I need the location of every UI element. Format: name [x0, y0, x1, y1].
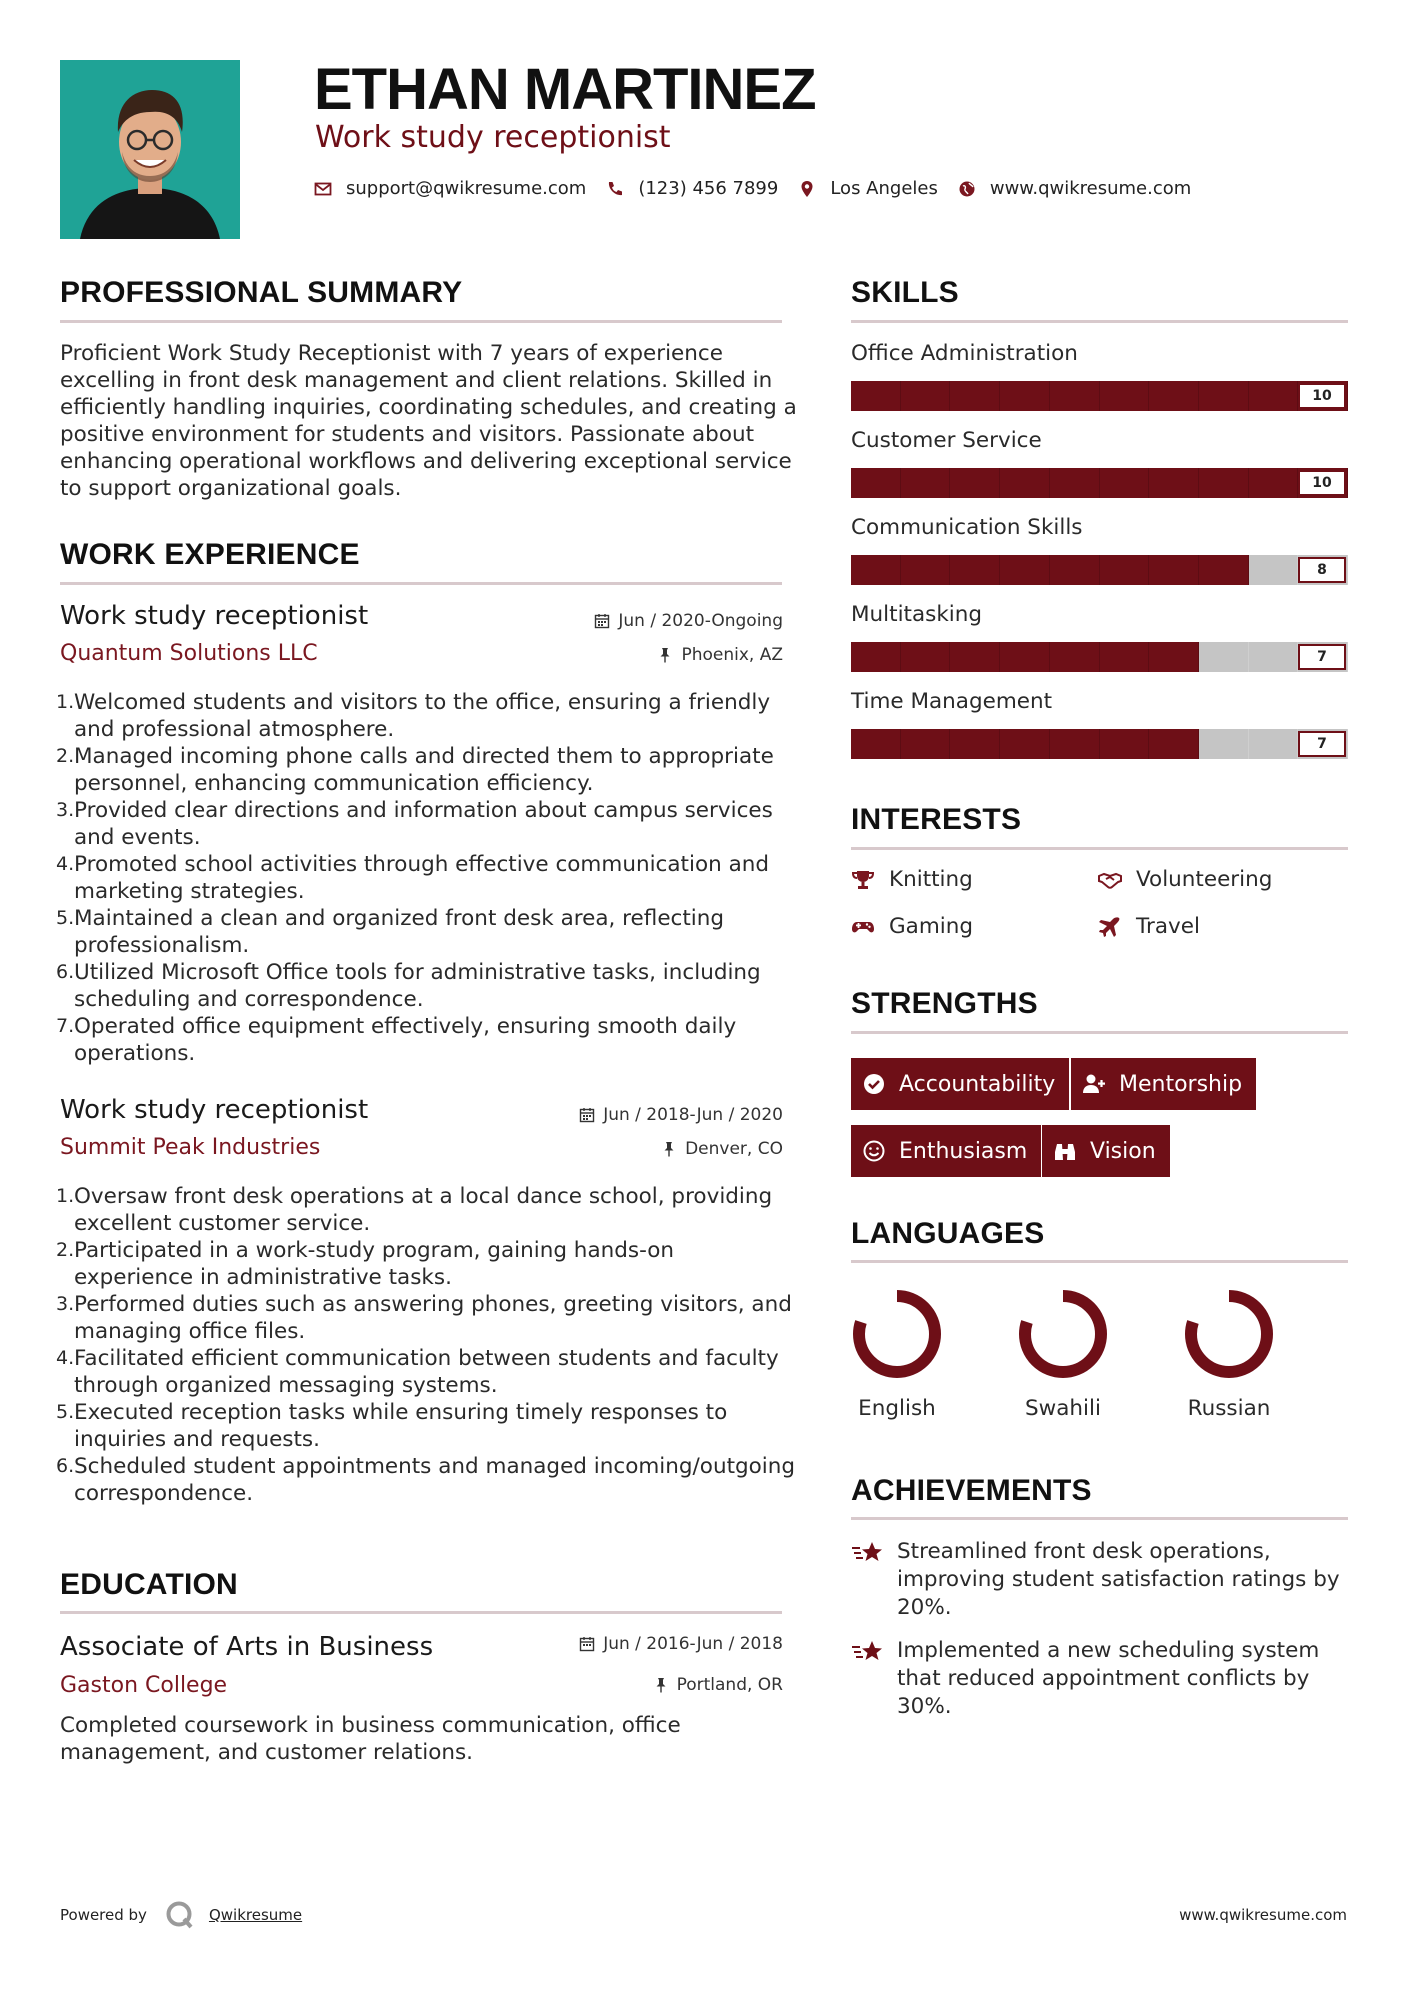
calendar-icon [579, 1636, 595, 1652]
achievements-divider [851, 1517, 1348, 1520]
list-item: 5. Maintained a clean and organized front desk area, reflecting professionalism. [56, 906, 725, 958]
skill-name: Communication Skills [851, 515, 1083, 540]
skill-bar-segment [1050, 642, 1100, 672]
skill-bar [851, 642, 1348, 672]
skill-name: Time Management [851, 689, 1053, 714]
skill-bar-segment [1100, 729, 1150, 759]
interest-label: Gaming [889, 914, 974, 939]
trophy-icon [851, 868, 875, 892]
qwikresume-link[interactable]: Qwikresume [208, 1906, 303, 1924]
handshake-icon [1098, 868, 1122, 892]
list-item: 4. Facilitated efficient communication between students and faculty through organized messaging systems. [56, 1346, 779, 1398]
language-level-arc [1191, 1296, 1267, 1372]
job-location [661, 1139, 783, 1159]
list-item: 1. Welcomed students and visitors to the office, ensuring a friendly and professional atmosphere. [56, 690, 771, 742]
job-title: Work study receptionist [60, 601, 369, 631]
list-item: 7. Operated office equipment effectively, ensuring smooth daily operations. [56, 1014, 737, 1066]
skill-bar-segment [1249, 729, 1299, 759]
strengths-heading: STRENGTHS [851, 987, 1038, 1020]
skill-bar-segment [950, 468, 1000, 498]
skill-score: 8 [1298, 557, 1346, 583]
skill-score: 10 [1298, 383, 1346, 409]
job-company: Quantum Solutions LLC [60, 641, 318, 666]
job-location-text: Phoenix, AZ [681, 645, 783, 665]
skill-score: 10 [1298, 470, 1346, 496]
skill-bar-segment [1100, 468, 1150, 498]
achievements-heading: ACHIEVEMENTS [851, 1474, 1092, 1507]
languages-divider [851, 1260, 1348, 1263]
contact-location: Los Angeles [830, 178, 938, 199]
language-ring [1017, 1288, 1109, 1380]
list-item: 2. Managed incoming phone calls and directed them to appropriate personnel, enhancing communication efficiency. [56, 744, 774, 796]
pushpin-icon [653, 1677, 669, 1693]
skill-bar-segment [1050, 468, 1100, 498]
star-award-icon [851, 1635, 885, 1669]
skill-bar [851, 381, 1348, 411]
list-item: 6. Scheduled student appointments and managed incoming/outgoing correspondence. [56, 1454, 796, 1506]
contact-website[interactable]: www.qwikresume.com [989, 178, 1192, 199]
skill-bar-segment [851, 555, 901, 585]
strength-label: Accountability [899, 1071, 1056, 1097]
skill-bar-segment [901, 381, 951, 411]
summary-text: Proficient Work Study Receptionist with 7 years of experience excelling in front desk management and client relations. Skilled in efficiently handling inquiries, coordinating schedules, and creating a positive environment for students and visitors. Passionate about enhancing operational workflows and delivering exceptional service to support organizational goals. [60, 341, 797, 501]
job-bullet-list [56, 1183, 796, 1507]
language-level-arc [859, 1296, 935, 1372]
skill-bar-segment [1249, 555, 1299, 585]
job-dates-text: Jun / 2018-Jun / 2020 [603, 1105, 783, 1125]
skill-score: 7 [1298, 731, 1346, 757]
interests-divider [851, 847, 1348, 850]
calendar-icon [579, 1107, 595, 1123]
job-bullet-list [56, 689, 796, 1067]
job-company: Summit Peak Industries [60, 1135, 321, 1160]
education-location [653, 1675, 783, 1695]
skill-score: 7 [1298, 644, 1346, 670]
strengths-divider [851, 1031, 1348, 1034]
achievement-text: Streamlined front desk operations, improving student satisfaction ratings by 20%. [897, 1539, 1340, 1620]
job-location-text: Denver, CO [685, 1139, 783, 1159]
experience-divider [60, 582, 782, 585]
plane-icon [1098, 915, 1122, 939]
skill-bar-segment [1199, 555, 1249, 585]
skill-bar-segment [1149, 729, 1199, 759]
skill-bar-segment [1199, 468, 1249, 498]
skill-bar-segment [1149, 468, 1199, 498]
strength-chip [851, 1125, 1041, 1177]
education-heading: EDUCATION [60, 1568, 238, 1601]
skill-bar [851, 729, 1348, 759]
school-name: Gaston College [60, 1673, 228, 1698]
skill-bar-segment [950, 642, 1000, 672]
language-item [1003, 1288, 1123, 1421]
skill-bar-segment [851, 381, 901, 411]
skill-bar-segment [1249, 468, 1299, 498]
skill-bar-segment [950, 381, 1000, 411]
language-item [837, 1288, 957, 1421]
list-item: 4. Promoted school activities through effective communication and marketing strategies. [56, 852, 770, 904]
list-item: 2. Participated in a work-study program, gaining hands-on experience in administrative tasks. [56, 1238, 675, 1290]
language-ring [851, 1288, 943, 1380]
footer-url[interactable]: www.qwikresume.com [1179, 1906, 1347, 1924]
pushpin-icon [657, 647, 673, 663]
interest-label: Volunteering [1136, 867, 1273, 892]
language-name: English [858, 1396, 936, 1421]
contact-phone[interactable]: (123) 456 7899 [638, 178, 779, 199]
education-description: Completed coursework in business communication, office management, and customer relations. [60, 1713, 681, 1765]
candidate-role: Work study receptionist [315, 120, 671, 155]
pushpin-icon [661, 1141, 677, 1157]
phone-icon [606, 180, 624, 198]
language-ring [1183, 1288, 1275, 1380]
strength-label: Vision [1090, 1138, 1156, 1164]
skill-bar-segment [1199, 729, 1249, 759]
skill-name: Multitasking [851, 602, 983, 627]
skill-name: Customer Service [851, 428, 1042, 453]
skill-bar-segment [1050, 555, 1100, 585]
skills-heading: SKILLS [851, 276, 959, 309]
skill-bar-segment [1249, 642, 1299, 672]
user-plus-icon [1083, 1073, 1105, 1095]
skill-name: Office Administration [851, 341, 1078, 366]
skill-bar [851, 468, 1348, 498]
gamepad-icon [851, 915, 875, 939]
skill-bar-segment [1149, 642, 1199, 672]
contact-email[interactable]: support@qwikresume.com [346, 178, 587, 199]
summary-heading: PROFESSIONAL SUMMARY [60, 276, 463, 309]
skill-bar-segment [901, 642, 951, 672]
list-item: 6. Utilized Microsoft Office tools for administrative tasks, including scheduling and correspondence. [56, 960, 761, 1012]
experience-heading: WORK EXPERIENCE [60, 538, 360, 571]
interest-item [1098, 914, 1200, 939]
achievement-item [851, 1538, 1351, 1622]
language-name: Swahili [1025, 1396, 1101, 1421]
job-title: Work study receptionist [60, 1095, 369, 1125]
skill-bar-segment [1000, 468, 1050, 498]
skill-bar-segment [1000, 381, 1050, 411]
skill-bar-segment [1149, 555, 1199, 585]
achievement-item [851, 1637, 1351, 1721]
skill-bar-segment [1050, 729, 1100, 759]
language-item [1169, 1288, 1289, 1421]
degree-title: Associate of Arts in Business [60, 1632, 434, 1662]
education-dates-text: Jun / 2016-Jun / 2018 [603, 1634, 783, 1654]
job-dates-text: Jun / 2020-Ongoing [618, 611, 783, 631]
calendar-icon [594, 613, 610, 629]
check-circle-icon [863, 1073, 885, 1095]
skill-bar-segment [851, 642, 901, 672]
skill-bar-segment [1100, 642, 1150, 672]
binoculars-icon [1054, 1140, 1076, 1162]
skill-bar-segment [950, 729, 1000, 759]
strength-label: Mentorship [1119, 1071, 1243, 1097]
map-pin-icon [798, 180, 816, 198]
interest-label: Knitting [889, 867, 973, 892]
globe-icon [958, 180, 976, 198]
skill-bar-segment [1199, 381, 1249, 411]
contact-bar [314, 178, 1211, 199]
skill-bar-segment [950, 555, 1000, 585]
skill-bar-segment [1000, 729, 1050, 759]
interests-heading: INTERESTS [851, 803, 1022, 836]
strength-chip [1042, 1125, 1170, 1177]
skill-bar-segment [851, 729, 901, 759]
skill-bar-segment [1249, 381, 1299, 411]
language-level-arc [1025, 1296, 1101, 1372]
skill-bar-segment [851, 468, 901, 498]
skill-bar-segment [1000, 555, 1050, 585]
list-item: 3. Provided clear directions and information about campus services and events. [56, 798, 773, 850]
strength-label: Enthusiasm [899, 1138, 1028, 1164]
skill-bar-segment [901, 729, 951, 759]
education-location-text: Portland, OR [676, 1675, 783, 1695]
smile-icon [863, 1140, 885, 1162]
job-dates [579, 1105, 783, 1125]
list-item: 5. Executed reception tasks while ensuring timely responses to inquiries and requests. [56, 1400, 728, 1452]
skill-bar-segment [1149, 381, 1199, 411]
interest-item [851, 867, 973, 892]
envelope-icon [314, 180, 332, 198]
interest-item [851, 914, 973, 939]
skill-bar-segment [1199, 642, 1249, 672]
language-name: Russian [1187, 1396, 1271, 1421]
profile-photo [60, 60, 240, 239]
achievement-text: Implemented a new scheduling system that reduced appointment conflicts by 30%. [897, 1638, 1320, 1719]
list-item: 1. Oversaw front desk operations at a local dance school, providing excellent customer service. [56, 1184, 773, 1236]
education-dates [579, 1634, 783, 1654]
skill-bar-segment [1100, 555, 1150, 585]
skill-bar-segment [901, 555, 951, 585]
education-divider [60, 1611, 782, 1614]
skill-bar-segment [1000, 642, 1050, 672]
qwikresume-logo-icon [165, 1900, 195, 1930]
job-location [657, 645, 783, 665]
languages-heading: LANGUAGES [851, 1217, 1045, 1250]
interest-item [1098, 867, 1272, 892]
skill-bar [851, 555, 1348, 585]
skill-bar-segment [901, 468, 951, 498]
summary-divider [60, 320, 782, 323]
skill-bar-segment [1100, 381, 1150, 411]
list-item: 3. Performed duties such as answering phones, greeting visitors, and managing office files. [56, 1292, 792, 1344]
star-award-icon [851, 1536, 885, 1570]
footer-powered-by [60, 1900, 302, 1930]
strength-chip [851, 1058, 1069, 1110]
candidate-name: ETHAN MARTINEZ [314, 57, 816, 122]
job-dates [594, 611, 783, 631]
skills-divider [851, 320, 1348, 323]
interest-label: Travel [1136, 914, 1200, 939]
strength-chip [1071, 1058, 1256, 1110]
skill-bar-segment [1050, 381, 1100, 411]
powered-by-label: Powered by [60, 1906, 147, 1924]
